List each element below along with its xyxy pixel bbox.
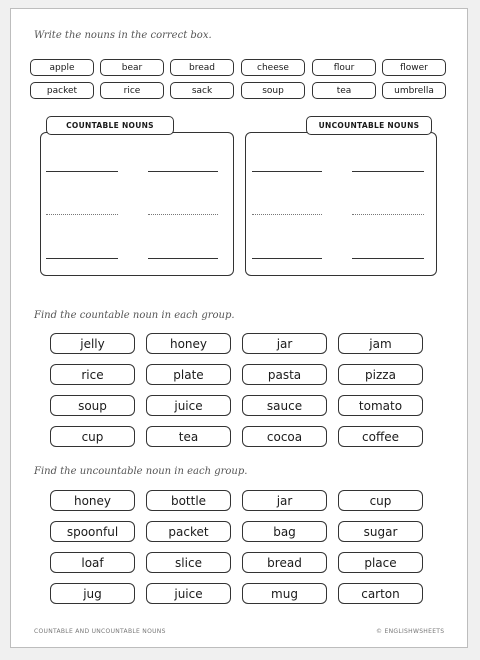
noun-option-box: tea	[146, 426, 231, 447]
word-bank-item: apple	[30, 59, 94, 76]
noun-option-box: jelly	[50, 333, 135, 354]
noun-option-box: cup	[50, 426, 135, 447]
noun-option-box: soup	[50, 395, 135, 416]
uncountable-nouns-label: UNCOUNTABLE NOUNS	[306, 116, 432, 135]
noun-option-box: jar	[242, 333, 327, 354]
noun-option-box: packet	[146, 521, 231, 542]
writing-line	[252, 171, 322, 172]
uncountable-box	[245, 132, 437, 276]
noun-option-box: pizza	[338, 364, 423, 385]
noun-option-box: cup	[338, 490, 423, 511]
word-bank-item: bread	[170, 59, 234, 76]
word-bank-item: soup	[241, 82, 305, 99]
noun-option-box: jug	[50, 583, 135, 604]
writing-line	[252, 214, 322, 215]
writing-line	[46, 214, 118, 215]
noun-option-box: mug	[242, 583, 327, 604]
noun-option-box: bottle	[146, 490, 231, 511]
noun-option-box: jar	[242, 490, 327, 511]
noun-option-box: juice	[146, 583, 231, 604]
writing-line	[352, 258, 424, 259]
word-bank-item: rice	[100, 82, 164, 99]
writing-line	[352, 214, 424, 215]
writing-line	[148, 214, 218, 215]
noun-option-box: pasta	[242, 364, 327, 385]
instruction-part2: Find the countable noun in each group.	[34, 310, 235, 321]
noun-option-box: loaf	[50, 552, 135, 573]
countable-box	[40, 132, 234, 276]
writing-line	[352, 171, 424, 172]
noun-option-box: slice	[146, 552, 231, 573]
noun-option-box: cocoa	[242, 426, 327, 447]
writing-line	[46, 171, 118, 172]
writing-line	[148, 171, 218, 172]
noun-option-box: honey	[146, 333, 231, 354]
noun-option-box: plate	[146, 364, 231, 385]
noun-option-box: tomato	[338, 395, 423, 416]
word-bank-item: flower	[382, 59, 446, 76]
instruction-part1: Write the nouns in the correct box.	[34, 30, 212, 41]
word-bank-item: sack	[170, 82, 234, 99]
word-bank-item: umbrella	[382, 82, 446, 99]
footer-copyright: © ENGLISHWSHEETS	[376, 628, 445, 635]
noun-option-box: place	[338, 552, 423, 573]
writing-line	[46, 258, 118, 259]
noun-option-box: sauce	[242, 395, 327, 416]
noun-option-box: jam	[338, 333, 423, 354]
instruction-part3: Find the uncountable noun in each group.	[34, 466, 248, 477]
noun-option-box: sugar	[338, 521, 423, 542]
noun-option-box: coffee	[338, 426, 423, 447]
noun-option-box: juice	[146, 395, 231, 416]
writing-line	[148, 258, 218, 259]
noun-option-box: bag	[242, 521, 327, 542]
noun-option-box: rice	[50, 364, 135, 385]
word-bank-item: cheese	[241, 59, 305, 76]
countable-nouns-label: COUNTABLE NOUNS	[46, 116, 174, 135]
noun-option-box: carton	[338, 583, 423, 604]
word-bank-item: bear	[100, 59, 164, 76]
footer-title: COUNTABLE AND UNCOUNTABLE NOUNS	[34, 628, 166, 635]
writing-line	[252, 258, 322, 259]
word-bank-item: flour	[312, 59, 376, 76]
noun-option-box: bread	[242, 552, 327, 573]
word-bank-item: tea	[312, 82, 376, 99]
noun-option-box: honey	[50, 490, 135, 511]
noun-option-box: spoonful	[50, 521, 135, 542]
word-bank-item: packet	[30, 82, 94, 99]
